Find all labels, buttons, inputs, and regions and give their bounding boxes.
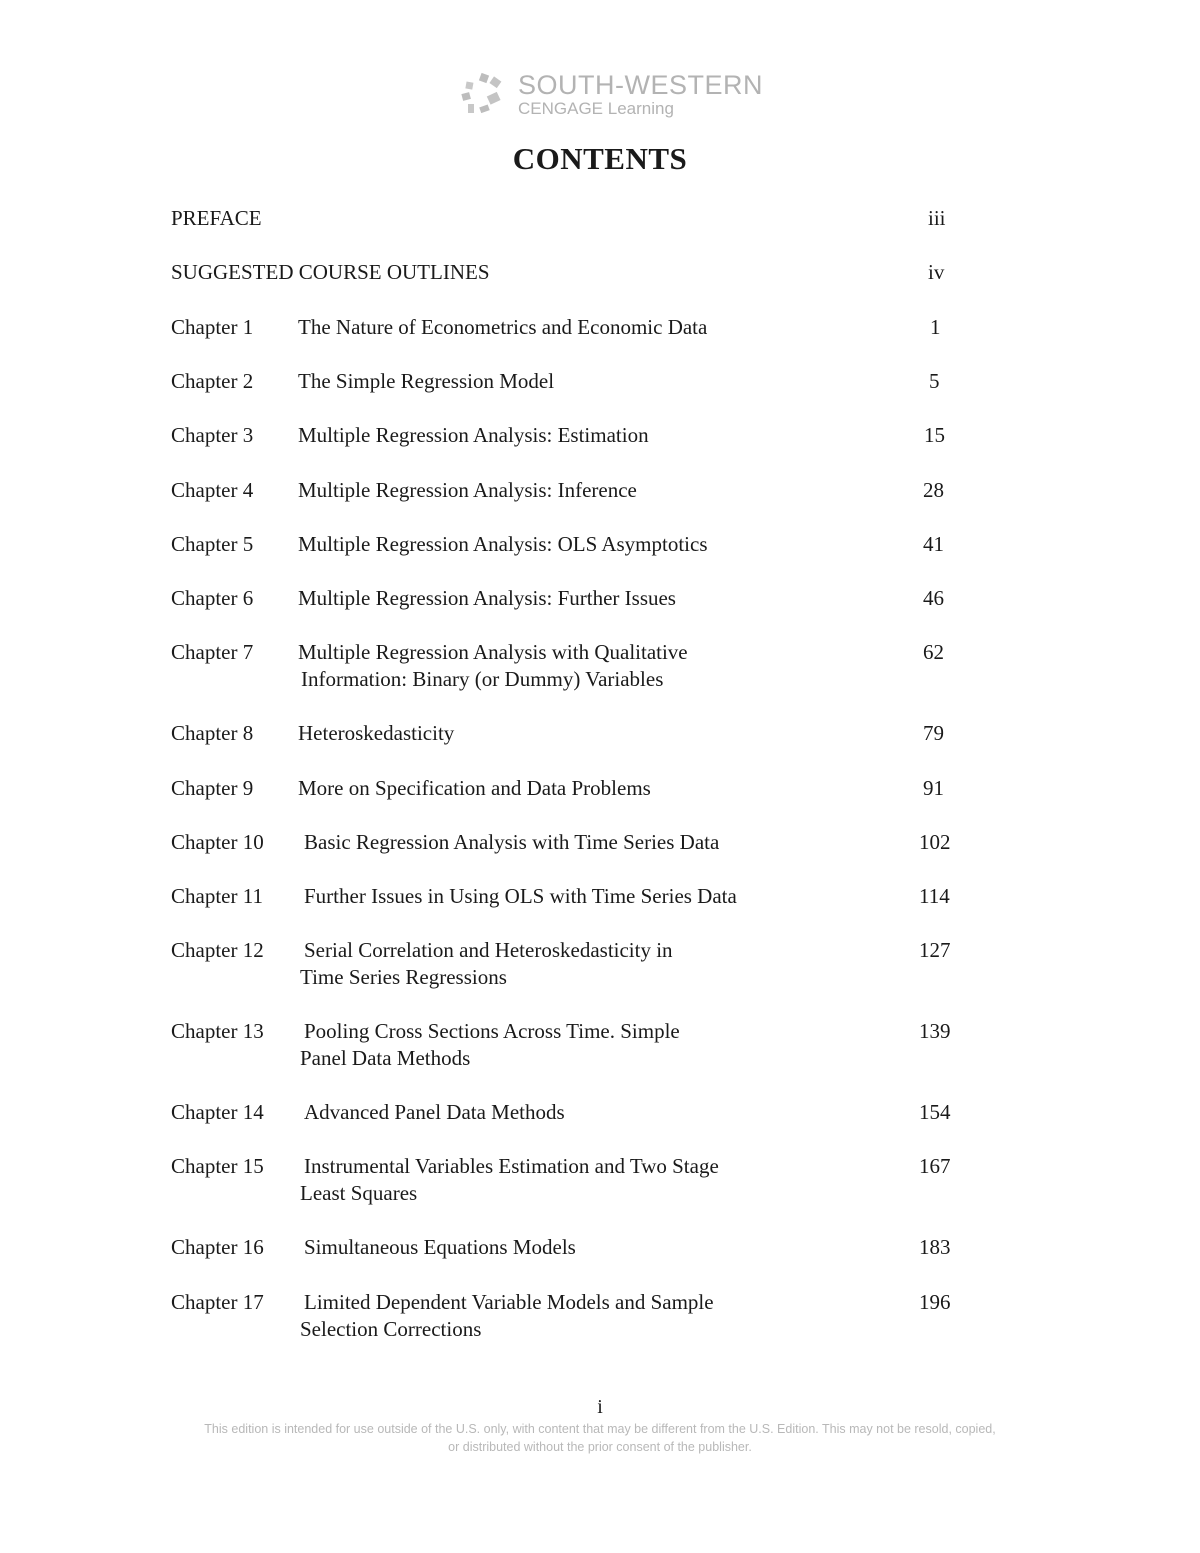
toc-entry-page: iv [928,260,945,284]
chapter-title [300,1018,814,1072]
chapter-label: Chapter 7 [171,640,254,664]
chapter-page: 15 [924,423,945,447]
chapter-label: Chapter 10 [171,830,264,854]
chapter-page: 127 [919,938,951,962]
chapter-title-line-1: Serial Correlation and Heteroskedasticity in [304,938,673,962]
chapter-page: 46 [923,586,944,610]
chapter-label: Chapter 3 [171,423,254,447]
chapter-label: Chapter 14 [171,1100,264,1124]
cengage-dots-icon [458,72,508,120]
logo-line-2: CENGAGE Learning [518,99,674,118]
chapter-title: The Nature of Econometrics and Economic Data [298,315,708,339]
footer-line-1: This edition is intended for use outside of the U.S. only, with content that may be different from the U.S. Edition. This may not be resold, copied, [204,1422,996,1436]
chapter-title-line-2: Least Squares [300,1181,418,1205]
chapter-title-line-2: Information: Binary (or Dummy) Variables [301,667,664,691]
toc-entry-title: SUGGESTED COURSE OUTLINES [171,260,490,284]
logo-line-1: SOUTH-WESTERN [518,70,763,100]
chapter-title: Multiple Regression Analysis: Estimation [298,423,649,447]
chapter-label: Chapter 2 [171,369,254,393]
chapter-title [300,1289,814,1343]
toc-entry-page: iii [928,206,946,230]
chapter-title-line-2: Panel Data Methods [300,1046,471,1070]
chapter-page: 154 [919,1100,951,1124]
chapter-title [298,639,808,693]
publisher-logo [458,70,763,122]
chapter-title: Further Issues in Using OLS with Time Series Data [304,884,737,908]
chapter-title: Basic Regression Analysis with Time Series Data [304,830,720,854]
chapter-label: Chapter 8 [171,721,254,745]
chapter-page: 91 [923,776,944,800]
page-number: i [597,1396,603,1418]
chapter-label: Chapter 12 [171,938,264,962]
chapter-page: 114 [919,884,950,908]
chapter-label: Chapter 4 [171,478,254,502]
chapter-page: 102 [919,830,951,854]
chapter-label: Chapter 11 [171,884,263,908]
chapter-label: Chapter 1 [171,315,254,339]
chapter-page: 28 [923,478,944,502]
chapter-label: Chapter 9 [171,776,254,800]
chapter-label: Chapter 13 [171,1019,264,1043]
chapter-page: 196 [919,1290,951,1314]
chapter-label: Chapter 15 [171,1154,264,1178]
chapter-label: Chapter 17 [171,1290,264,1314]
chapter-title [300,1153,814,1207]
chapter-title: Multiple Regression Analysis: Inference [298,478,637,502]
chapter-page: 5 [929,369,940,393]
chapter-label: Chapter 6 [171,586,254,610]
chapter-title: Advanced Panel Data Methods [304,1100,565,1124]
chapter-title-line-1: Limited Dependent Variable Models and Sample [304,1290,714,1314]
page-title: CONTENTS [512,141,688,176]
chapter-page: 167 [919,1154,951,1178]
chapter-title-line-1: Instrumental Variables Estimation and Two Stage [304,1154,719,1178]
chapter-label: Chapter 5 [171,532,254,556]
chapter-title: Simultaneous Equations Models [304,1235,576,1259]
chapter-title-line-2: Time Series Regressions [300,965,507,989]
chapter-page: 41 [923,532,944,556]
chapter-page: 1 [930,315,941,339]
chapter-title-line-1: Pooling Cross Sections Across Time. Simple [304,1019,680,1043]
chapter-title: Heteroskedasticity [298,721,455,745]
chapter-page: 79 [923,721,944,745]
chapter-label: Chapter 16 [171,1235,264,1259]
toc-entry-title: PREFACE [171,206,262,230]
chapter-title: The Simple Regression Model [298,369,555,393]
footer-line-2: or distributed without the prior consent of the publisher. [448,1440,752,1454]
chapter-title-line-1: Multiple Regression Analysis with Qualitative [298,640,688,664]
chapter-title [300,937,814,991]
chapter-page: 183 [919,1235,951,1259]
chapter-title-line-2: Selection Corrections [300,1317,482,1341]
chapter-page: 139 [919,1019,951,1043]
chapter-page: 62 [923,640,944,664]
chapter-title: More on Specification and Data Problems [298,776,651,800]
chapter-title: Multiple Regression Analysis: Further Issues [298,586,676,610]
footer-notice [100,1420,1100,1456]
chapter-title: Multiple Regression Analysis: OLS Asymptotics [298,532,708,556]
